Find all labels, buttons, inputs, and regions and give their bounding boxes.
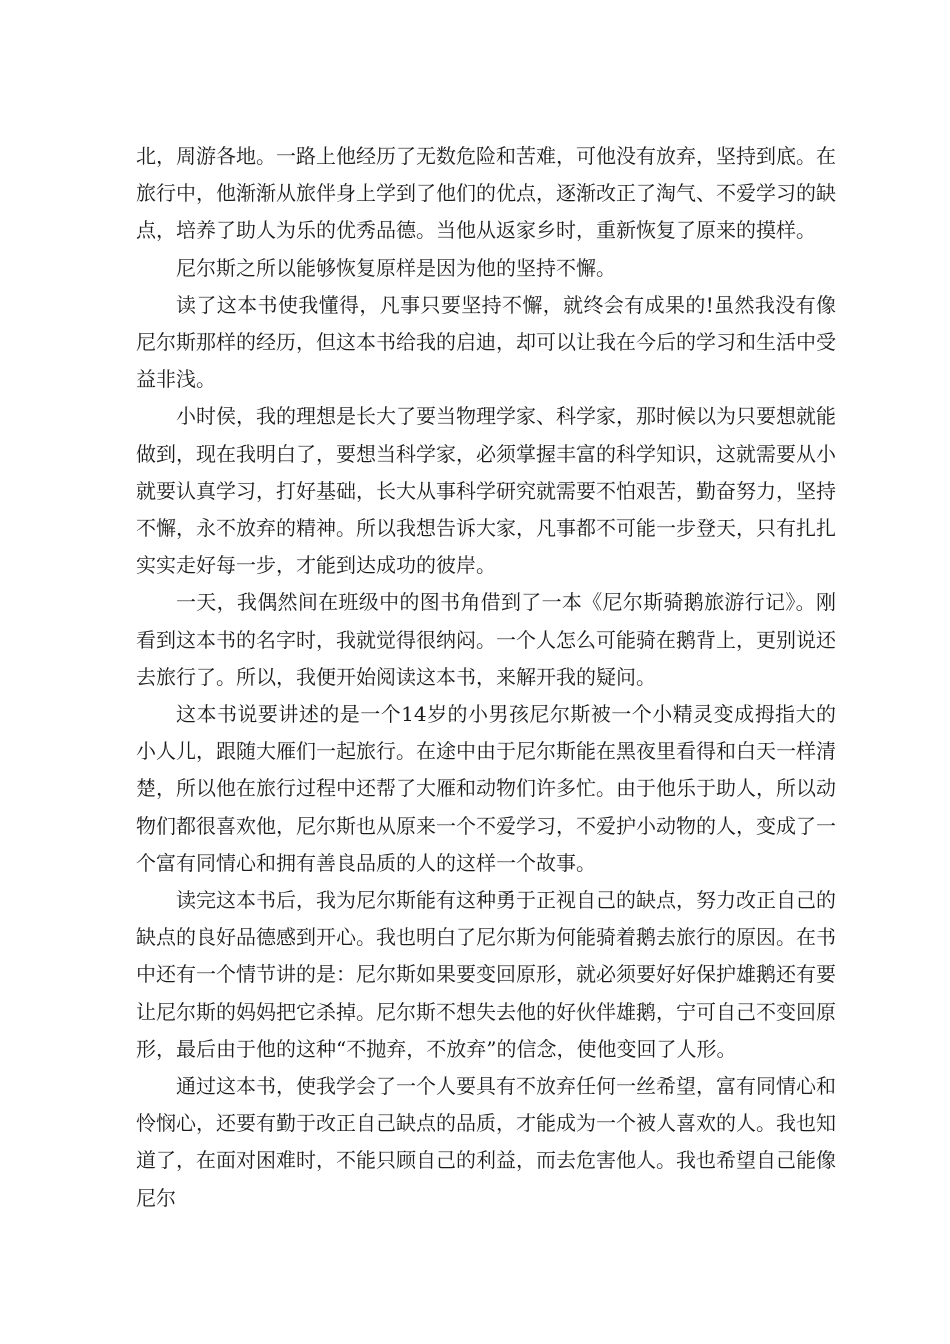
paragraph-8: 通过这本书，使我学会了一个人要具有不放弃任何一丝希望，富有同情心和怜悯心，还要有勤于改正自己缺点的品质，才能成为一个被人喜欢的人。我也知道了，在面对困难时，不能只顾自己的利益，而去危害他人。我也希望自己能像尼尔 — [136, 1074, 836, 1210]
paragraph-5: 一天，我偶然间在班级中的图书角借到了一本《尼尔斯骑鹅旅游行记》。刚看到这本书的名字时，我就觉得很纳闷。一个人怎么可能骑在鹅背上，更别说还去旅行了。所以，我便开始阅读这本书，来解开我的疑问。 — [136, 590, 836, 689]
paragraph-3: 读了这本书使我懂得，凡事只要坚持不懈，就终会有成果的!虽然我没有像尼尔斯那样的经历，但这本书给我的启迪，却可以让我在今后的学习和生活中受益非浅。 — [136, 292, 836, 392]
paragraph-7: 读完这本书后，我为尼尔斯能有这种勇于正视自己的缺点，努力改正自己的缺点的良好品德感到开心。我也明白了尼尔斯为何能骑着鹅去旅行的原因。在书中还有一个情节讲的是：尼尔斯如果要变回原形，就必须要好好保护雄鹅还有要让尼尔斯的妈妈把它杀掉。尼尔斯不想失去他的好伙伴雄鹅，宁可自己不变回原形，最后由于他的这种“不抛弃，不放弃”的信念，使他变回了人形。 — [136, 888, 836, 1061]
paragraph-6: 这本书说要讲述的是一个14岁的小男孩尼尔斯被一个小精灵变成拇指大的小人儿，跟随大雁们一起旅行。在途中由于尼尔斯能在黑夜里看得和白天一样清楚，所以他在旅行过程中还帮了大雁和动物们许多忙。由于他乐于助人，所以动物们都很喜欢他，尼尔斯也从原来一个不爱学习，不爱护小动物的人，变成了一个富有同情心和拥有善良品质的人的这样一个故事。 — [136, 702, 836, 875]
paragraph-2: 尼尔斯之所以能够恢复原样是因为他的坚持不懈。 — [176, 255, 616, 280]
document-body — [136, 138, 836, 1217]
paragraph-4: 小时侯，我的理想是长大了要当物理学家、科学家，那时候以为只要想就能做到，现在我明白了，要想当科学家，必须掌握丰富的科学知识，这就需要从小就要认真学习，打好基础，长大从事科学研究就需要不怕艰苦，勤奋努力，坚持不懈，永不放弃的精神。所以我想告诉大家，凡事都不可能一步登天，只有扎扎实实走好每一步，才能到达成功的彼岸。 — [136, 404, 836, 578]
paragraph-1: 北，周游各地。一路上他经历了无数危险和苦难，可他没有放弃，坚持到底。在旅行中，他渐渐从旅伴身上学到了他们的优点，逐渐改正了淘气、不爱学习的缺点，培养了助人为乐的优秀品德。当他从返家乡时，重新恢复了原来的摸样。 — [136, 144, 836, 243]
